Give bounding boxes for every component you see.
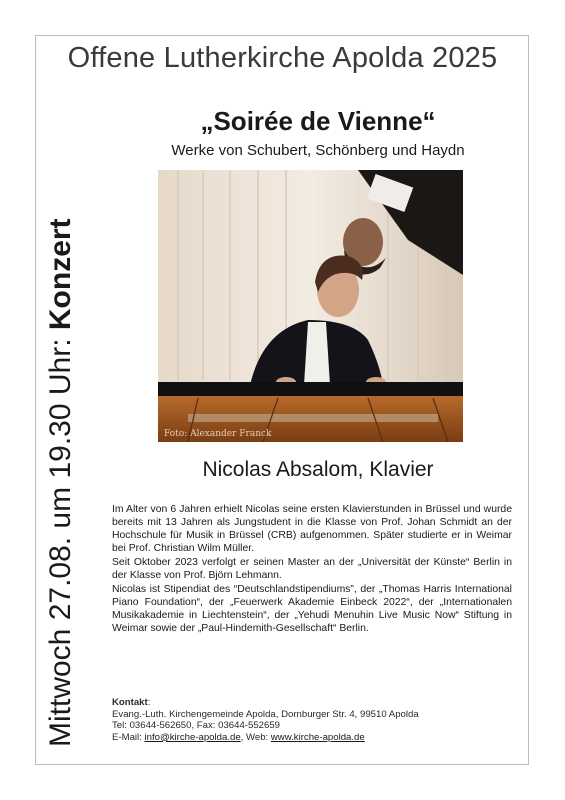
photo-credit: Foto: Alexander Franck xyxy=(164,429,272,439)
performer-bio xyxy=(112,503,512,636)
web-prefix: , Web: xyxy=(240,731,271,743)
contact-phone: Tel: 03644-562650, Fax: 03644-552659 xyxy=(112,720,281,732)
bio-paragraph: Seit Oktober 2023 verfolgt er seinen Master an der „Universität der Künste“ Berlin in der Klasse von Prof. Björn Lehmann. xyxy=(112,557,512,581)
event-date-vertical xyxy=(44,218,78,747)
web-link[interactable]: www.kirche-apolda.de xyxy=(270,731,365,743)
bio-paragraph: Im Alter von 6 Jahren erhielt Nicolas seine ersten Klavierstunden in Brüssel und wurde bereits mit 13 Jahren als Jungstudent in die Klasse von Prof. Johan Schmidt an der Hochschule für Musik in Brüssel (CRB) aufgenommen. Später studierte er in Weimar bei Prof. Christian Wilm Müller. xyxy=(112,504,512,554)
pianist-photo xyxy=(158,170,463,442)
contact-online xyxy=(112,732,512,744)
contact-heading xyxy=(112,697,512,709)
event-type: Konzert xyxy=(44,218,77,331)
performer-name: Nicolas Absalom, Klavier xyxy=(202,458,434,481)
event-date-time: Mittwoch 27.08. um 19.30 Uhr: xyxy=(44,330,77,747)
pianist-illustration xyxy=(158,170,463,442)
contact-address: Evang.-Luth. Kirchengemeinde Apolda, Dornburger Str. 4, 99510 Apolda xyxy=(112,708,419,720)
email-link[interactable]: info@kirche-apolda.de xyxy=(144,731,241,743)
contact-label: Kontakt xyxy=(112,697,148,708)
poster-title: Offene Lutherkirche Apolda 2025 xyxy=(67,42,498,74)
contact-block xyxy=(112,697,512,743)
email-prefix: E-Mail: xyxy=(112,731,145,743)
concert-title: „Soirée de Vienne“ xyxy=(200,106,436,136)
bio-paragraph: Nicolas ist Stipendiat des “Deutschlandstipendiums”, der „Thomas Harris International Piano Foundation“, der „Feuerwerk Akademie Einbeck 2022“, der „Internationalen Musikakademie in Liechtenstein“, der „Yehudi Menuhin Live Music Now“ Stiftung in Weimar sowie der „Paul-Hindemith-Gesellschaft“ Berlin. xyxy=(112,584,512,634)
contact-label-colon: : xyxy=(147,697,151,708)
concert-subtitle: Werke von Schubert, Schönberg und Haydn xyxy=(171,142,465,159)
